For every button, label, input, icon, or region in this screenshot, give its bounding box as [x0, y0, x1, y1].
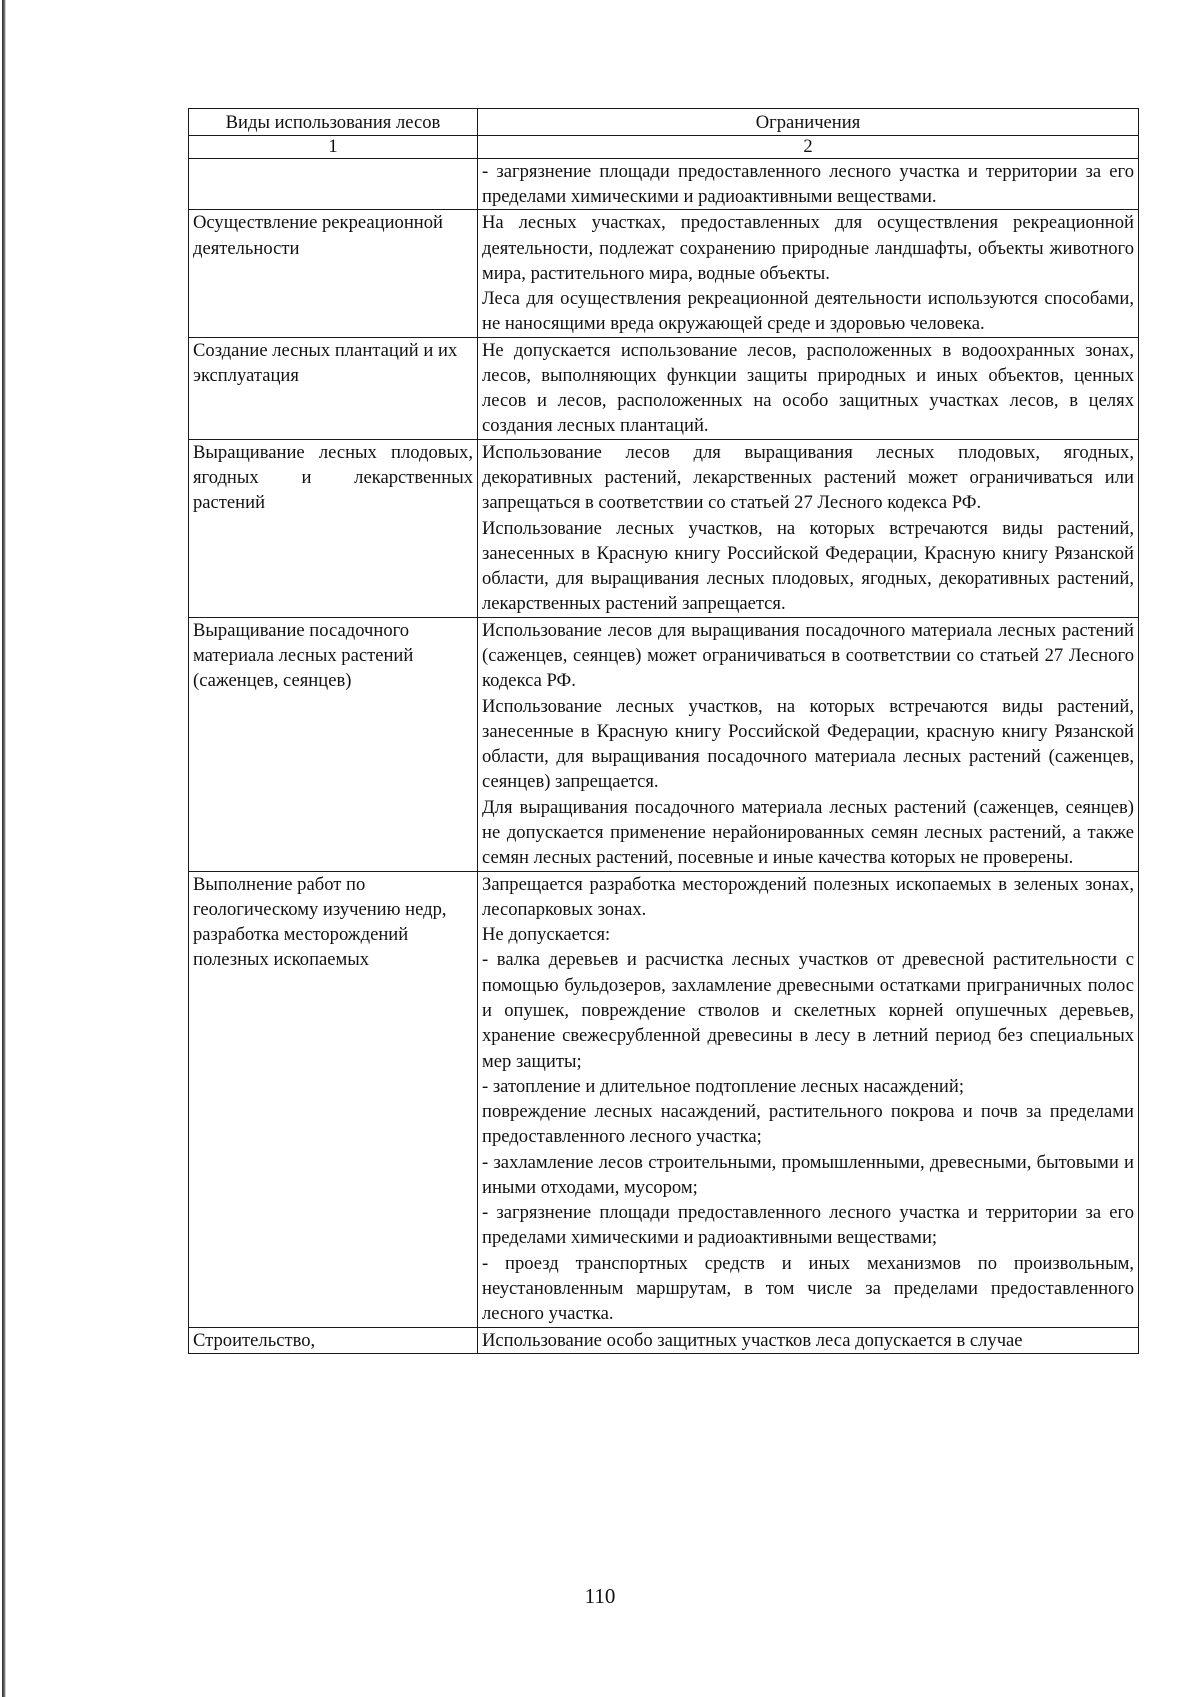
restriction-cell [478, 210, 1139, 337]
table-row [189, 617, 1139, 871]
page-number: 110 [584, 1584, 616, 1608]
restriction-paragraph: - проезд транспортных средств и иных механизмов по произвольным, неустановленным маршрутам, в том числе за пределами предоставленного лесного участка. [482, 1252, 1134, 1325]
table-row [189, 158, 1139, 210]
restriction-paragraph: Использование особо защитных участков леса допускается в случае [482, 1329, 1023, 1351]
restriction-paragraph: Использование лесов для выращивания посадочного материала лесных растений (саженцев, сеянцев) может ограничиваться в соответствии со статьей 27 Лесного кодекса РФ. [482, 619, 1134, 692]
header-restrictions: Ограничения [478, 109, 1139, 136]
restriction-cell [478, 158, 1139, 210]
restriction-paragraph: - валка деревьев и расчистка лесных участков от древесной растительности с помощью бульдозеров, захламление древесными остатками приграничных полос и опушек, повреждение стволов и скелетных корней опушечных деревьев, хранение свежесрубленной древесины в лесу в летний период без специальных мер защиты; [482, 949, 1134, 1072]
column-number-1: 1 [189, 136, 478, 158]
column-number-2: 2 [478, 136, 1139, 158]
restriction-cell [478, 439, 1139, 617]
restriction-paragraph: Использование лесных участков, на которых встречаются виды растений, занесенных в Красную книгу Российской Федерации, Красную книгу Рязанской области, для выращивания лесных плодовых, ягодных, декоративных растений, лекарственных растений запрещается. [482, 517, 1134, 615]
restriction-paragraph: Для выращивания посадочного материала лесных растений (саженцев, сеянцев) не допускается применение нерайонированных семян лесных растений, а также семян лесных растений, посевные и иные качества которых не проверены. [482, 796, 1134, 869]
use-type-cell: Строительство, [189, 1327, 478, 1353]
restriction-paragraph: - захламление лесов строительными, промышленными, древесными, бытовыми и иными отходами, мусором; [482, 1151, 1134, 1198]
restriction-paragraph: На лесных участках, предоставленных для осуществления рекреационной деятельности, подлежат сохранению природные ландшафты, объекты животного мира, растительного мира, водные объекты. [482, 212, 1134, 284]
table-row [189, 871, 1139, 1327]
table-row [189, 210, 1139, 337]
restriction-cell [478, 337, 1139, 439]
restriction-paragraph: Не допускается: [482, 924, 611, 946]
restriction-paragraph: - загрязнение площади предоставленного лесного участка и территории за его пределами химическими и радиоактивными веществами; [482, 1202, 1134, 1249]
scan-edge-shadow [2, 0, 6, 1697]
restrictions-table [188, 108, 1139, 1354]
use-type-cell [189, 158, 478, 210]
column-number-row [189, 136, 1139, 158]
restriction-paragraph: Использование лесных участков, на которых встречаются виды растений, занесенные в Красную книгу Российской Федерации, красную книгу Рязанской области, для выращивания посадочного материала лесных растений (саженцев, сеянцев) запрещается. [482, 695, 1134, 793]
header-use-types: Виды использования лесов [189, 109, 478, 136]
table-row [189, 439, 1139, 617]
restriction-paragraph: Леса для осуществления рекреационной деятельности используются способами, не наносящими вреда окружающей среде и здоровью человека. [482, 288, 1134, 335]
restriction-paragraph: Запрещается разработка месторождений полезных ископаемых в зеленых зонах, лесопарковых зонах. [482, 873, 1134, 920]
restriction-paragraph: - затопление и длительное подтопление лесных насаждений; [482, 1075, 965, 1097]
table-row [189, 337, 1139, 439]
restriction-paragraph: Не допускается использование лесов, расположенных в водоохранных зонах, лесов, выполняющих функции защиты природных и иных объектов, ценных лесов и лесов, расположенных на особо защитных участках лесов, в целях создания лесных плантаций. [482, 339, 1134, 437]
table-header-row [189, 109, 1139, 136]
restriction-cell [478, 871, 1139, 1327]
restriction-cell [478, 1327, 1139, 1353]
table-row [189, 1327, 1139, 1353]
use-type-cell: Осуществление рекреационной деятельности [189, 210, 478, 337]
restriction-paragraph: - загрязнение площади предоставленного лесного участка и территории за его пределами химическими и радиоактивными веществами. [482, 160, 1134, 207]
use-type-cell: Выполнение работ по геологическому изучению недр, разработка месторождений полезных ископаемых [189, 871, 478, 1327]
use-type-cell: Выращивание лесных плодовых, ягодных и лекарственных растений [189, 439, 478, 617]
restriction-cell [478, 617, 1139, 871]
use-type-cell: Выращивание посадочного материала лесных растений (саженцев, сеянцев) [189, 617, 478, 871]
restriction-paragraph: Использование лесов для выращивания лесных плодовых, ягодных, декоративных растений, лекарственных растений может ограничиваться или запрещаться в соответствии со статьей 27 Лесного кодекса РФ. [482, 441, 1134, 514]
restriction-paragraph: повреждение лесных насаждений, растительного покрова и почв за пределами предоставленного лесного участка; [482, 1101, 1134, 1148]
use-type-cell: Создание лесных плантаций и их эксплуатация [189, 337, 478, 439]
